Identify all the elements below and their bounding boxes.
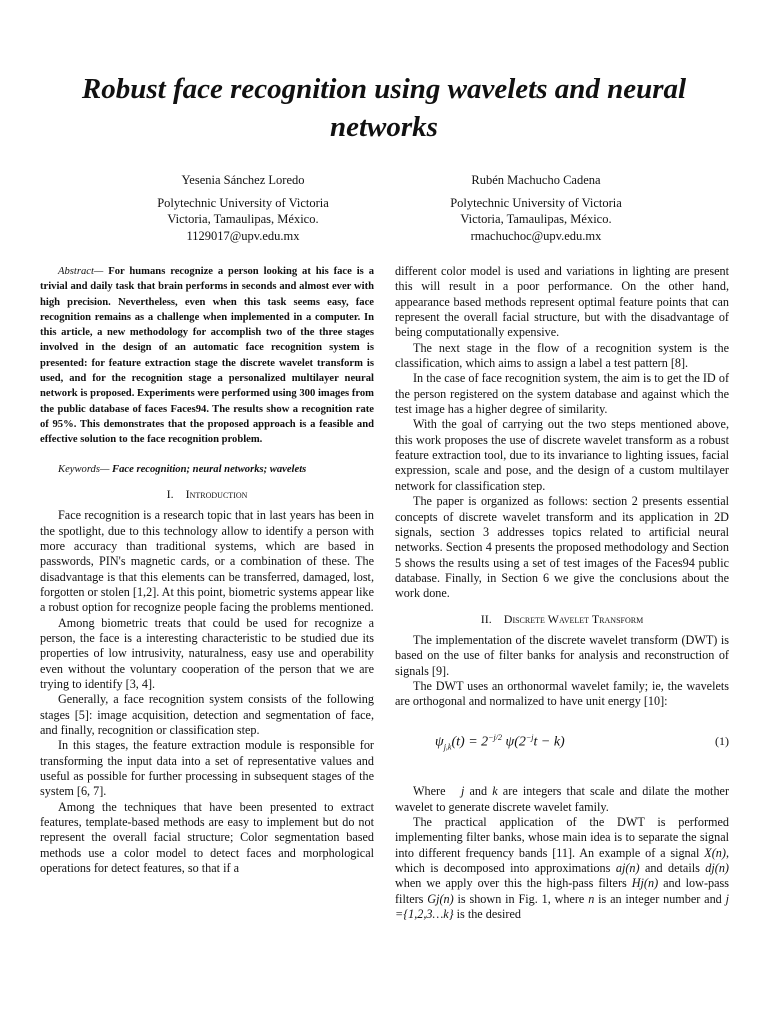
paragraph: Face recognition is a research topic that in last years has been in the spotlight, due to this technology allow to identify a person with more accuracy than traditional systems, which are based in passwords, PIN's magnetic cards, or a combination of these. The disadvantage is that this elements can be transferred, damaged, lost, forgotten or stolen [1,2]. At this point, biometric systems appear like a robust option for recognize people facing the problems mentioned. <box>40 508 374 615</box>
paragraph: The implementation of the discrete wavelet transform (DWT) is based on the use of filter banks for analysis and reconstruction of signals [9]. <box>395 632 729 678</box>
author-location: Victoria, Tamaulipas, México. <box>460 212 612 226</box>
author-block-1 <box>93 172 393 244</box>
section-heading-dwt <box>395 612 729 627</box>
author-block-2 <box>386 172 686 244</box>
text-run: is the desired <box>453 907 521 922</box>
author-affiliation: Polytechnic University of Victoria <box>450 195 622 210</box>
author-location: Victoria, Tamaulipas, México. <box>167 212 319 226</box>
text-run: and low-pass filters <box>395 876 730 906</box>
abstract <box>40 264 374 448</box>
paragraph: Among biometric treats that could be used for recognize a person, the face is a interesting characteristic to be studied due its properties of low intrusivity, naturalness, easy use and operability even without the voluntary cooperation of the person that we are trying to identify [3, 4]. <box>40 615 374 692</box>
text-run: is shown in Fig. 1, where <box>453 891 589 906</box>
paragraph: different color model is used and variations in lighting are present this will result in a poor performance. On the other hand, appearance based methods represent optimal feature points that can represent the overall facial structure, but with the disadvantage of being computationally expensive. <box>395 264 729 340</box>
text-run: and details <box>639 861 706 876</box>
abstract-label: Abstract— <box>58 266 104 277</box>
author-name: Yesenia Sánchez Loredo <box>181 173 305 187</box>
paragraph: With the goal of carrying out the two steps mentioned above, this work proposes the use of discrete wavelet transform as a robust feature extraction tool, due to its invariance to lighting issues, facial expression, scale and pose, and the design of a custom multilayer network for classification step. <box>395 417 729 493</box>
section-heading-introduction <box>40 487 374 502</box>
paragraph: The DWT uses an orthonormal wavelet family; ie, the wavelets are orthogonal and normalized to have unit energy [10]: <box>395 678 729 709</box>
right-column <box>395 264 729 923</box>
text-run: is an integer number and <box>594 891 726 906</box>
section-number: I. <box>166 486 174 501</box>
math-var: k <box>492 784 498 799</box>
paragraph: In this stages, the feature extraction module is responsible for transforming the input data into a set of representative values and useful as possible for further processing in subsequent stages of the system [6, 7]. <box>40 738 374 799</box>
section-number: II. <box>480 611 492 626</box>
author-affiliation: Polytechnic University of Victoria <box>157 195 329 210</box>
text-run: when we apply over this the high-pass filters <box>395 876 632 891</box>
paragraph: The next stage in the flow of a recognition system is the classification, which aims to assign a label a test pattern [8]. <box>395 340 729 371</box>
text-run: The practical application of the DWT is performed implementing filter banks, whose main idea is to separate the signal into different frequency bands [11]. An example of a signal <box>395 815 729 860</box>
author-email: 1129017@upv.edu.mx <box>186 228 300 243</box>
math-var: Hj(n) <box>631 876 659 891</box>
paragraph: The paper is organized as follows: section 2 presents essential concepts of discrete wavelet transform and its application in 2D signals, section 3 addresses topics related to artificial neural networks. Section 4 presents the proposed methodology and Section 5 shows the results using a set of test images of the Faces94 public database. Finally, in Section 6 we give the conclusions about the work done. <box>395 494 729 601</box>
keywords-text: Face recognition; neural networks; wavelets <box>109 463 307 475</box>
text-run: are integers that scale and dilate the mother wavelet to generate discrete wavelet family. <box>395 784 730 814</box>
math-var: j <box>460 784 465 799</box>
math-var: Gj(n) <box>427 891 454 906</box>
keywords <box>40 462 374 477</box>
wavelet-equation: $\psi_{j,k}(t) = 2^{-j/2}$ $\psi(2^{-j}t - k)$ <box>435 732 565 752</box>
paper-title: Robust face recognition using wavelets and neural networks <box>81 73 687 143</box>
left-column <box>40 264 374 877</box>
abstract-text: For humans recognize a person looking at his face is a trivial and daily task that brain performs in seconds and almost ever with high precision. Nevertheless, even when this task seems easy, face recognition remains as a challenge when implemented in a computer. In this article, a new methodology for accomplish two of the three stages involved in the design of an automatic face recognition system is presented: for feature extraction stage the discrete wavelet transform is used, and for the recognition stage a personalized multilayer neural network is proposed. Experiments were performed using 300 images from the public database of faces Faces94. The results show a recognition rate of 95%. This demonstrates that the proposed approach is a feasible and effective solution to the face recognition problem. <box>40 266 374 446</box>
math-var: j ={1,2,3…k} <box>395 891 729 922</box>
section-title: Discrete Wavelet Transform <box>503 611 644 626</box>
paragraph: In the case of face recognition system, the aim is to get the ID of the person registered on the system database and against which the test image has a higher degree of similarity. <box>395 371 729 417</box>
math-var: aj(n) <box>615 861 640 876</box>
keywords-label: Keywords— <box>58 463 110 475</box>
section-title: Introduction <box>185 486 248 501</box>
paragraph <box>395 784 729 815</box>
paragraph <box>395 815 729 922</box>
author-name: Rubén Machucho Cadena <box>471 173 601 187</box>
math-var: n <box>588 891 595 906</box>
text-run: and <box>464 784 493 799</box>
math-var: X(n), <box>704 845 729 860</box>
paragraph: Among the techniques that have been presented to extract features, template-based methods are easy to implement but do not represent the overall facial structure; Color segmentation based methods use a color model to detect faces and morphological operations for detect features, so that if a <box>40 799 374 876</box>
math-var: dj(n) <box>705 861 729 876</box>
text-run: Where <box>413 784 446 799</box>
author-email: rmachuchoc@upv.edu.mx <box>470 228 602 243</box>
equation-number: (1) <box>715 734 729 749</box>
text-run: which is decomposed into approximations <box>395 861 616 876</box>
equation-1 <box>395 730 729 755</box>
paragraph: Generally, a face recognition system consists of the following stages [5]: image acquisition, detection and segmentation of face, and finally, recognition or classification step. <box>40 692 374 738</box>
